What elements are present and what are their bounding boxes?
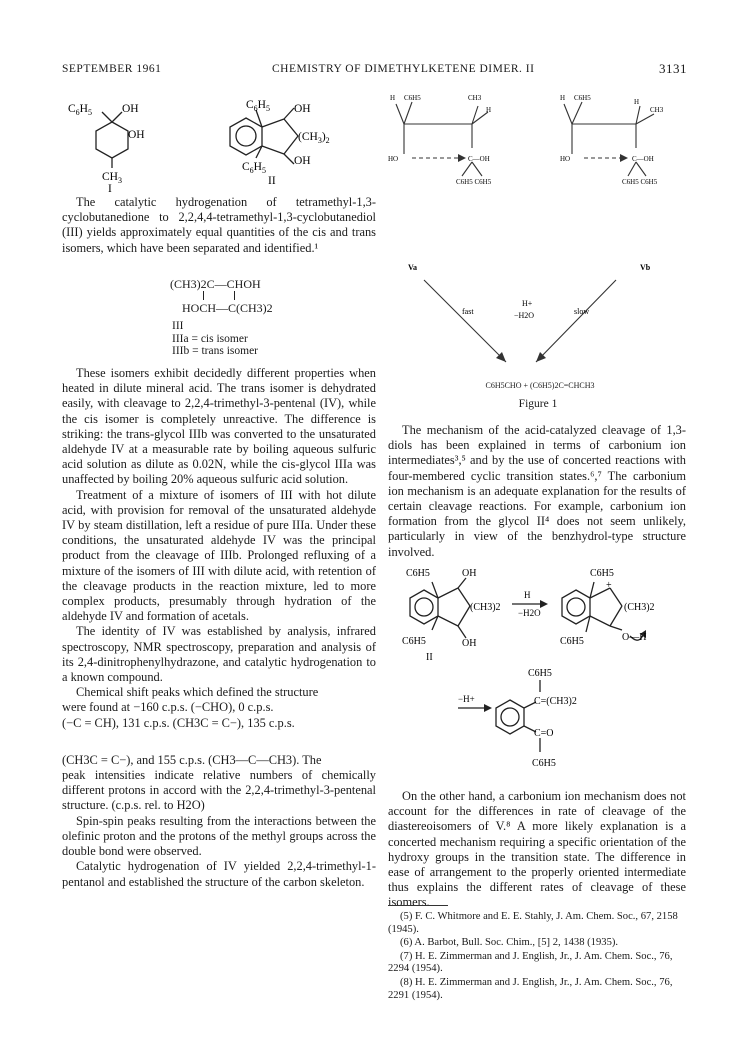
footnote-rule: [388, 905, 448, 906]
scheme-ch32-2: (CH3)2: [624, 602, 655, 613]
paragraph-isomers: These isomers exhibit decidedly different properties when heated in dilute mineral acid. The trans isomer is dehydrated easily, with cleavage to 2,2,4-trimethyl-3-pentenal (IV), while the cis isomer is completely unreactive. The difference is striking: the trans-glycol IIIb was converted to the unsaturated aldehyde IV at a measurable rate by boiling aqueous sulfuric acid solution as dilute as 0.02N, while the cis-glycol IIIa was unaffected by boiling 20% aqueous sulfuric acid solution.: [62, 366, 376, 487]
scheme-minus-h2o: −H2O: [518, 608, 541, 618]
paragraph-identity: The identity of IV was established by analysis, infrared spectroscopy, NMR spectroscopy, preparation and analysis of its 2,4-dinitrophenylhydrazone, and catalytic hydrogenation to a known compound.: [62, 624, 376, 685]
right-column-top: [388, 423, 686, 560]
figure-1-caption: Figure 1: [518, 398, 558, 410]
formula-line-1: (CH3)2C—CHOH: [170, 277, 261, 291]
struct-i-label: I: [108, 183, 112, 194]
footnote-6: (6) A. Barbot, Bull. Soc. Chim., [5] 2, 1438 (1935).: [400, 937, 619, 949]
paragraph-mechanism: The mechanism of the acid-catalyzed cleavage of 1,3-diols has been explained in terms of carbonium ion intermediates³,⁵ and by the use of concerted reactions with four-membered cyclic transition states.⁶,⁷ The carbonium ion mechanism is an adequate explanation for the results of certain cleavage reactions. For example, carbonium ion formation from the glycol II⁴ does not seem unlikely, particularly in view of the benzhydrol-type structure involved.: [388, 423, 686, 559]
label-minus-h2o: −H2O: [514, 311, 535, 320]
scheme-arrow-head-2: [484, 704, 492, 712]
footnotes: [388, 911, 686, 1003]
vb-ch3: CH3: [650, 106, 664, 114]
struct-ii-label: II: [268, 175, 276, 187]
label-fast: fast: [462, 307, 474, 316]
paragraph-shift-line1: Chemical shift peaks which defined the structure: [76, 685, 319, 700]
scheme-c-eq-o: C=O: [534, 728, 554, 739]
left-column-body: [62, 366, 376, 890]
struct-ii-oh-top: OH: [294, 103, 311, 115]
formula-bonds: [170, 291, 273, 301]
struct-i-oh-top: OH: [122, 103, 139, 115]
arrow-head-va: [458, 154, 466, 162]
running-header-left: SEPTEMBER 1961: [62, 63, 162, 75]
formula-iii: [170, 277, 273, 315]
figure-1-bonds: [396, 102, 654, 362]
struct-i-ch3: $CH_3$: [102, 171, 122, 185]
label-vb: Vb: [640, 263, 651, 272]
va-h-right: H: [486, 106, 492, 114]
label-slow: slow: [574, 307, 590, 316]
left-column: [62, 195, 376, 256]
struct-i-oh: OH: [128, 129, 145, 141]
vb-h: H: [560, 94, 566, 102]
footnote-7: (7) H. E. Zimmerman and J. English, Jr., J. Am. Chem. Soc., 76, 2294 (1954).: [388, 950, 673, 975]
scheme-c6h5-1: C6H5: [406, 568, 430, 579]
struct-ii-c6h5-bottom: $C_6H_5$: [242, 161, 266, 175]
vb-c6h5-pair: C6H5 C6H5: [622, 178, 658, 186]
formula-iiia-label: IIIa = cis isomer: [172, 332, 248, 345]
arrow-head-vb: [620, 154, 628, 162]
scheme-bonds: [410, 578, 647, 752]
va-c6h5: C6H5: [404, 94, 421, 102]
scheme-ch32-1: (CH3)2: [470, 602, 501, 613]
label-va: Va: [408, 263, 418, 272]
running-header-title: CHEMISTRY OF DIMETHYLKETENE DIMER. II: [272, 63, 535, 75]
formula-iiib-label: IIIb = trans isomer: [172, 345, 259, 357]
va-c-oh: C—OH: [468, 155, 490, 163]
va-c6h5-pair: C6H5 C6H5: [456, 178, 492, 186]
scheme-c6h5-2: C6H5: [402, 636, 426, 647]
carbonium-scheme: [400, 560, 690, 785]
paragraph-treatment: Treatment of a mixture of isomers of III with hot dilute acid, with provision for removal of the unsaturated aldehyde IV by steam distillation, left a residue of pure IIIa. Under these conditions, the unsaturated aldehyde IV was the principal product from the cleavage of IIIb. Prolonged refluxing of a mixture of the isomers of III with dilute acid, with retention of the cleavage products in the reaction mixture, led to more complex products, presumably through hydration of the aldehyde IV and formation of acetals.: [62, 487, 376, 624]
scheme-c6h5-4: C6H5: [560, 636, 584, 647]
va-ho: HO: [388, 155, 399, 163]
scheme-c-eq-ch32: C=(CH3)2: [534, 696, 577, 707]
structure-i: [96, 112, 128, 168]
va-h: H: [390, 94, 396, 102]
struct-i-c6h5: $C_6H_5$: [68, 103, 92, 117]
shift-spacer: [62, 731, 376, 753]
scheme-arrow-head-1: [540, 600, 548, 608]
vb-h-right: H: [634, 98, 640, 106]
figure-1: [388, 84, 688, 368]
right-column-bottom: [388, 789, 686, 911]
struct-ii-c6h5-top: $C_6H_5$: [246, 99, 270, 113]
scheme-label-ii: II: [426, 652, 433, 663]
scheme-c6h5-6: C6H5: [532, 758, 556, 769]
vb-ho: HO: [560, 155, 571, 163]
structures-i-ii: [60, 84, 380, 194]
footnote-8: (8) H. E. Zimmerman and J. English, Jr., J. Am. Chem. Soc., 76, 2291 (1954).: [388, 976, 673, 1001]
paragraph-shift-line4: (CH3C = C−), and 155 c.p.s. (CH3—C—CH3). The: [62, 752, 322, 767]
scheme-oh-2: OH: [462, 638, 477, 649]
formula-line-2: HOCH—C(CH3)2: [182, 301, 273, 315]
vb-c-oh: C—OH: [632, 155, 654, 163]
struct-ii-ch32: $(CH_3)_2$: [298, 131, 330, 145]
formula-iii-labels: [172, 320, 258, 358]
scheme-c6h5-3: C6H5: [590, 568, 614, 579]
scheme-minus-h-plus: −H+: [458, 694, 475, 704]
scheme-plus: +: [606, 580, 612, 591]
paragraph-shift-line2: were found at −160 c.p.s. (−CHO), 0 c.p.s.: [62, 700, 274, 715]
scheme-o-h: O—H: [622, 632, 647, 643]
scheme-oh-1: OH: [462, 568, 477, 579]
struct-ii-oh: OH: [294, 155, 311, 167]
vb-c6h5: C6H5: [574, 94, 591, 102]
page-number: 3131: [659, 61, 687, 76]
paragraph-shift-rest: peak intensities indicate relative numbers of chemically different protons in accord with the 2,2,4-trimethyl-3-pentenal structure. (c.p.s. rel. to H2O): [62, 768, 376, 813]
structure-ii: [230, 108, 298, 164]
paragraph-concerted: On the other hand, a carbonium ion mechanism does not account for the differences in rate of cleavage of the diastereoisomers of V.⁸ A more likely explanation is a concerted mechanism requiring a specific orientation of the hydroxy groups in the transition state. The difference in ease of arrangement to the properly oriented intermediate thus explains the different rates of cleavage of these isomers.: [388, 789, 686, 910]
paragraph-catalytic: Catalytic hydrogenation of IV yielded 2,2,4-trimethyl-1-pentanol and established the structure of the carbon skeleton.: [62, 859, 376, 889]
scheme-h: H: [524, 590, 531, 600]
scheme-c6h5-5: C6H5: [528, 668, 552, 679]
footnote-5: (5) F. C. Whitmore and E. E. Stahly, J. Am. Chem. Soc., 67, 2158 (1945).: [388, 911, 678, 935]
paragraph-hydrogenation: The catalytic hydrogenation of tetramethyl-1,3-cyclobutanedione to 2,2,4,4-tetramethyl-1,3-cyclobutanediol (III) yields approximately equal quantities of the cis and trans isomers, which have been separated and identified.¹: [62, 195, 376, 255]
formula-iii-label: III: [172, 320, 184, 332]
figure-1-products: C6H5CHO + (C6H5)2C=CHCH3: [485, 381, 595, 390]
va-ch3: CH3: [468, 94, 482, 102]
paragraph-spin: Spin-spin peaks resulting from the interactions between the olefinic proton and the protons of the methyl groups across the double bond were observed.: [62, 813, 376, 859]
label-h-plus: H+: [522, 299, 533, 308]
paragraph-shift-line3: (−C = CH), 131 c.p.s. (CH3C = C−), 135 c.p.s.: [62, 715, 295, 730]
